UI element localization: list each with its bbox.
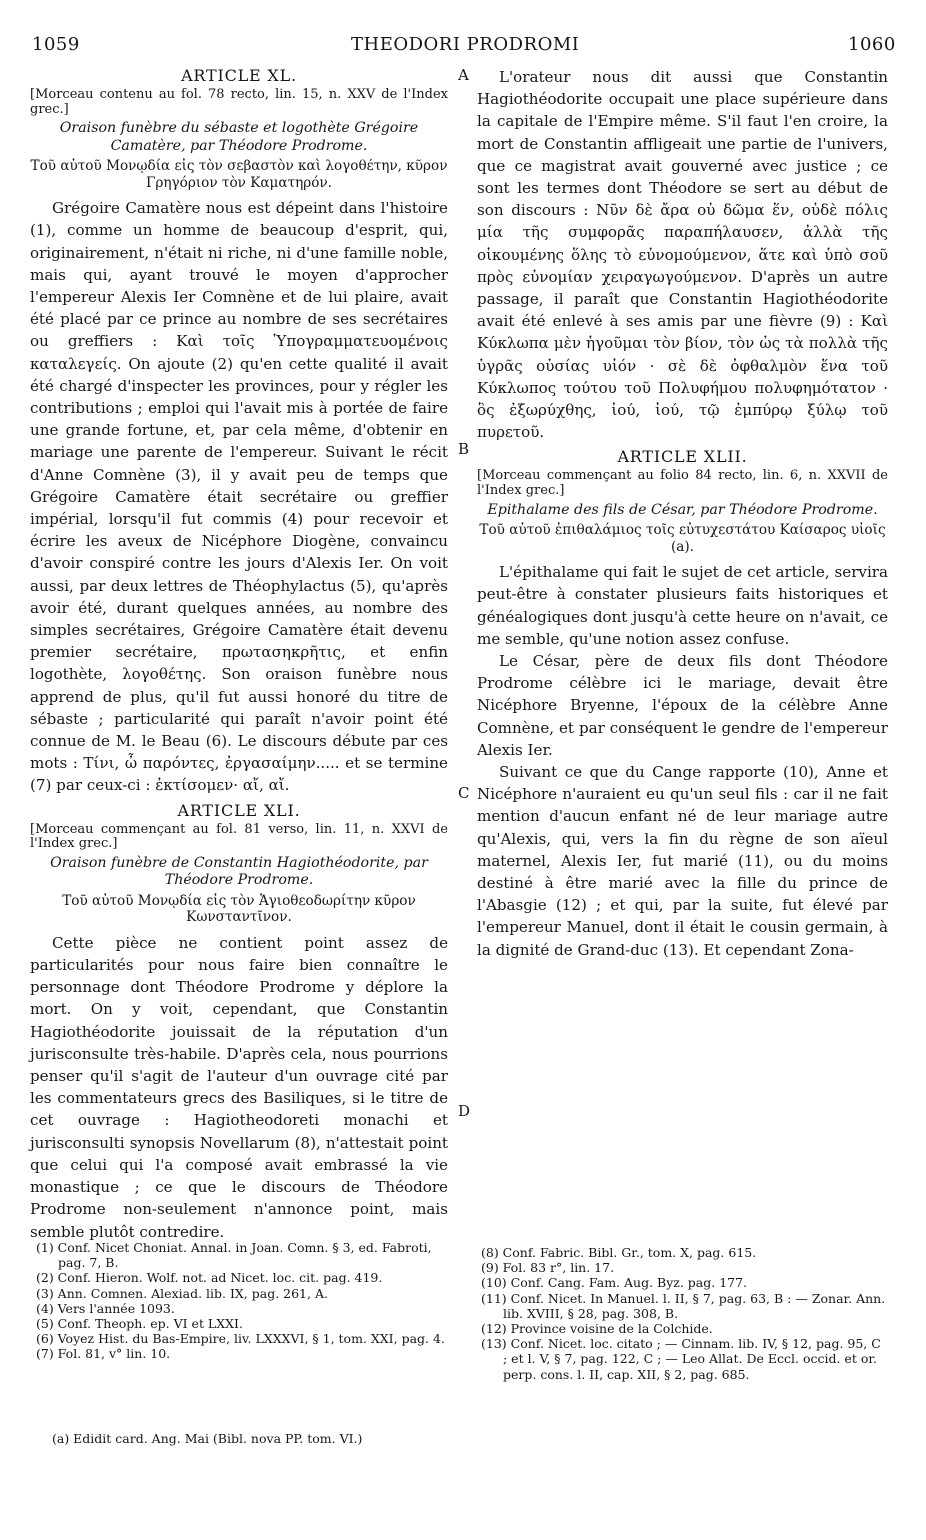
article-41-greek-title: Τοῦ αὐτοῦ Μονῳδία εἰς τὸν Ἁγιοθεοδωρίτην κῦρον Κωνσταντῖνον. [62, 892, 416, 926]
footnote-8: (8) Conf. Fabric. Bibl. Gr., tom. X, pag. 615. [481, 1245, 757, 1260]
footnote-5: (5) Conf. Theoph. ep. VI et LXXI. [36, 1316, 243, 1332]
article-41-heading: ARTICLE XLI. [177, 800, 301, 820]
article-42-paragraph-1: L'épithalame qui fait le sujet de cet article, servira peut-être à constater plusieurs faits historiques et généalogiques dont jusqu'à cette heure on n'avait, ce me semble, qu'une notion assez confuse. [477, 563, 888, 648]
footnote-7: (7) Fol. 81, v° lin. 10. [36, 1346, 171, 1362]
article-42-greek-title: Τοῦ αὐτοῦ ἐπιθαλάμιος τοῖς εὐτυχεστάτου Καίσαρος υἱοῖς (a). [479, 522, 886, 555]
footnote-6: (6) Voyez Hist. du Bas-Empire, liv. LXXXVI, § 1, tom. XXI, pag. 4. [36, 1331, 445, 1347]
article-42-subtitle: Epithalame des fils de César, par Théodore Prodrome. [487, 501, 878, 518]
footnote-12: (12) Province voisine de la Colchide. [481, 1321, 713, 1337]
article-42-paragraph-2: Le César, père de deux fils dont Théodore Prodrome célèbre ici le mariage, devait être Nicéphore Bryenne, l'époux de la célèbre Anne Comnène, et par conséquent le gendre de l'empereur Alexis Ier. [477, 652, 888, 759]
footnote-4: (4) Vers l'année 1093. [36, 1300, 175, 1316]
footnote-3: (3) Ann. Comnen. Alexiad. lib. IX, pag. 261, A. [36, 1285, 328, 1301]
footnote-13: (13) Conf. Nicet. loc. citato ; — Cinnam. lib. IV, § 12, pag. 95, C ; et l. V, § 7, pag. 122, C ; — Leo Allat. De Eccl. occid. et or. perp. cons. l. II, cap. XII, § 2, pag. 685. [481, 1336, 881, 1382]
margin-letter-b: B [458, 440, 470, 458]
footnote-11: (11) Conf. Nicet. In Manuel. l. II, § 7, pag. 63, B : — Zonar. Ann. lib. XVIII, § 28, pag. 308, B. [481, 1290, 886, 1321]
article-42-meta: [Morceau commençant au folio 84 recto, lin. 6, n. XXVII de l'Index grec.] [477, 468, 888, 499]
article-41-body-continued: L'orateur nous dit aussi que Constantin Hagiothéodorite occupait une place supérieure dans la capitale de l'Empire même. S'il faut l'en croire, la mort de Constantin affligeait une partie de l'univers, que ce magistrat avait gouverné avec justice ; ce sont les termes dont Théodore se sert au début de son discours : Νῦν δὲ ἄρα οὐ δῶμα ἕν, οὐδὲ πόλις μία τῆς συμφορᾶς παραπήλαυσεν, ἀλλὰ τῆς οἰκουμένης ὅλης τὸ εὐνομούμενον, ἅτε καὶ ὑπὸ σοῦ πρὸς εὐνομίαν χειραγωγούμενον. D'après un autre passage, il paraît que Constantin Hagiothéodorite avait été enlevé à ses amis par une fièvre (9) : Καὶ Κύκλωπα μὲν ἡγοῦμαι τὸν βίον, τὸν ὡς τὰ πολλὰ τῆς ὑγρᾶς οὐσίας υἱόν · σὲ δὲ ὀφθαλμὸν ἕνα τοῦ Κύκλωπος τούτου τοῦ Πολυφήμου πολυφημότατον · ὃς ἐξωρύχθης, ἰού, ἰού, τῷ ἐμπύρῳ ξύλῳ τοῦ πυρετοῦ. [477, 68, 888, 442]
page-number-right: 1060 [848, 34, 896, 55]
margin-letter-a: A [458, 66, 469, 84]
article-41-meta: [Morceau commençant au fol. 81 verso, lin. 11, n. XXVI de l'Index grec.] [30, 821, 448, 852]
left-column [30, 66, 448, 1243]
footnote-9: (9) Fol. 83 r°, lin. 17. [481, 1260, 615, 1276]
article-41-subtitle: Oraison funèbre de Constantin Hagiothéodorite, par Théodore Prodrome. [50, 854, 428, 889]
footnotes-right [477, 1245, 888, 1382]
footnote-a: (a) Edidit card. Ang. Mai (Bibl. nova PP. tom. VI.) [52, 1431, 363, 1446]
margin-letter-c: C [458, 784, 470, 802]
page-number-left: 1059 [32, 34, 80, 55]
article-40-body: Grégoire Camatère nous est dépeint dans l'histoire (1), comme un homme de beaucoup d'esprit, qui, originairement, n'était ni riche, ni d'une famille noble, mais qui, ayant trouvé le moyen d'approcher l'empereur Alexis Ier Comnène et de lui plaire, avait été placé par ce prince au nombre de ses secrétaires ou greffiers : Καὶ τοῖς Ὑπογραμματευομένοις καταλεγείς. On ajoute (2) qu'en cette qualité il avait été chargé d'inspecter les provinces, pour y régler les contributions ; emploi qui l'avait mis à portée de faire une grande fortune, et, par cela même, d'obtenir en mariage une parente de l'empereur. Suivant le récit d'Anne Comnène (3), il y avait peu de temps que Grégoire Camatère était secrétaire ou greffier impérial, lorsqu'il fut commis (4) pour recevoir et écrire les aveux de Nicéphore Diogène, convaincu d'avoir conspiré contre les jours d'Alexis Ier. On voit aussi, par deux lettres de Théophylactus (5), qu'après avoir été, durant quelques années, au nombre des simples secrétaires, Grégoire Camatère était devenu premier secrétaire, πρωτασηκρῆτις, et enfin logothète, λογοθέτης. Son oraison funèbre nous apprend de plus, qu'il fut aussi honoré du titre de sébaste ; particularité qui paraît n'avoir point été connue de M. le Beau (6). Le discours débute par ces mots : Τίνι, ὦ παρόντες, ἐργασαίμην..... et se termine (7) par ceux-ci : ἐκτίσομεν· αἴ, αἴ. [30, 199, 448, 795]
right-column [477, 66, 888, 961]
footnote-2: (2) Conf. Hieron. Wolf. not. ad Nicet. loc. cit. pag. 419. [36, 1270, 383, 1286]
article-40-greek-title: Τοῦ αὐτοῦ Μονῳδία εἰς τὸν σεβαστὸν καὶ λογοθέτην, κῦρον Γρηγόριον τὸν Καματηρόν. [30, 158, 448, 191]
margin-letter-d: D [458, 1102, 471, 1120]
article-42-paragraph-3: Suivant ce que du Cange rapporte (10), Anne et Nicéphore n'auraient eu qu'un seul fils : car il ne fait mention d'aucun enfant né de leur mariage autre qu'Alexis, qui, vers la fin du règne de son aïeul maternel, Alexis Ier, fut marié (11), ou du moins destiné à être marié avec la fille du prince de l'Abasgie (12) ; et qui, par la suite, fut élevé par l'empereur Manuel, dont il était le cousin germain, à la dignité de Grand-duc (13). Et cependant Zona- [477, 763, 888, 959]
running-title: THEODORI PRODROMI [351, 34, 580, 55]
article-41-body: Cette pièce ne contient point assez de particularités pour nous faire bien connaître le personnage dont Théodore Prodrome y déplore la mort. On y voit, cependant, que Constantin Hagiothéodorite jouissait de la réputation d'un jurisconsulte très-habile. D'après cela, nous pourrions penser qu'il s'agit de l'auteur d'un ouvrage cité par les commentateurs grecs des Basiliques, si le titre de cet ouvrage : Hagiotheodoreti monachi et jurisconsulti synopsis Novellarum (8), n'attestait point que celui qui l'a composé avait embrassé la vie monastique ; ce que le discours de Théodore Prodrome non-seulement n'annonce point, mais semble plutôt contredire. [30, 933, 448, 1241]
article-40-meta: [Morceau contenu au fol. 78 recto, lin. 15, n. XXV de l'Index grec.] [30, 87, 448, 117]
footnote-10: (10) Conf. Cang. Fam. Aug. Byz. pag. 177. [481, 1275, 748, 1291]
footnotes-left [32, 1240, 448, 1362]
article-40-heading: ARTICLE XL. [181, 66, 297, 85]
article-42-heading: ARTICLE XLII. [617, 447, 748, 467]
footnote-1: (1) Conf. Nicet Choniat. Annal. in Joan. Comn. § 3, ed. Fabroti, pag. 7, B. [36, 1240, 432, 1271]
article-40-subtitle: Oraison funèbre du sébaste et logothète Grégoire Camatère, par Théodore Prodrome. [59, 120, 419, 154]
